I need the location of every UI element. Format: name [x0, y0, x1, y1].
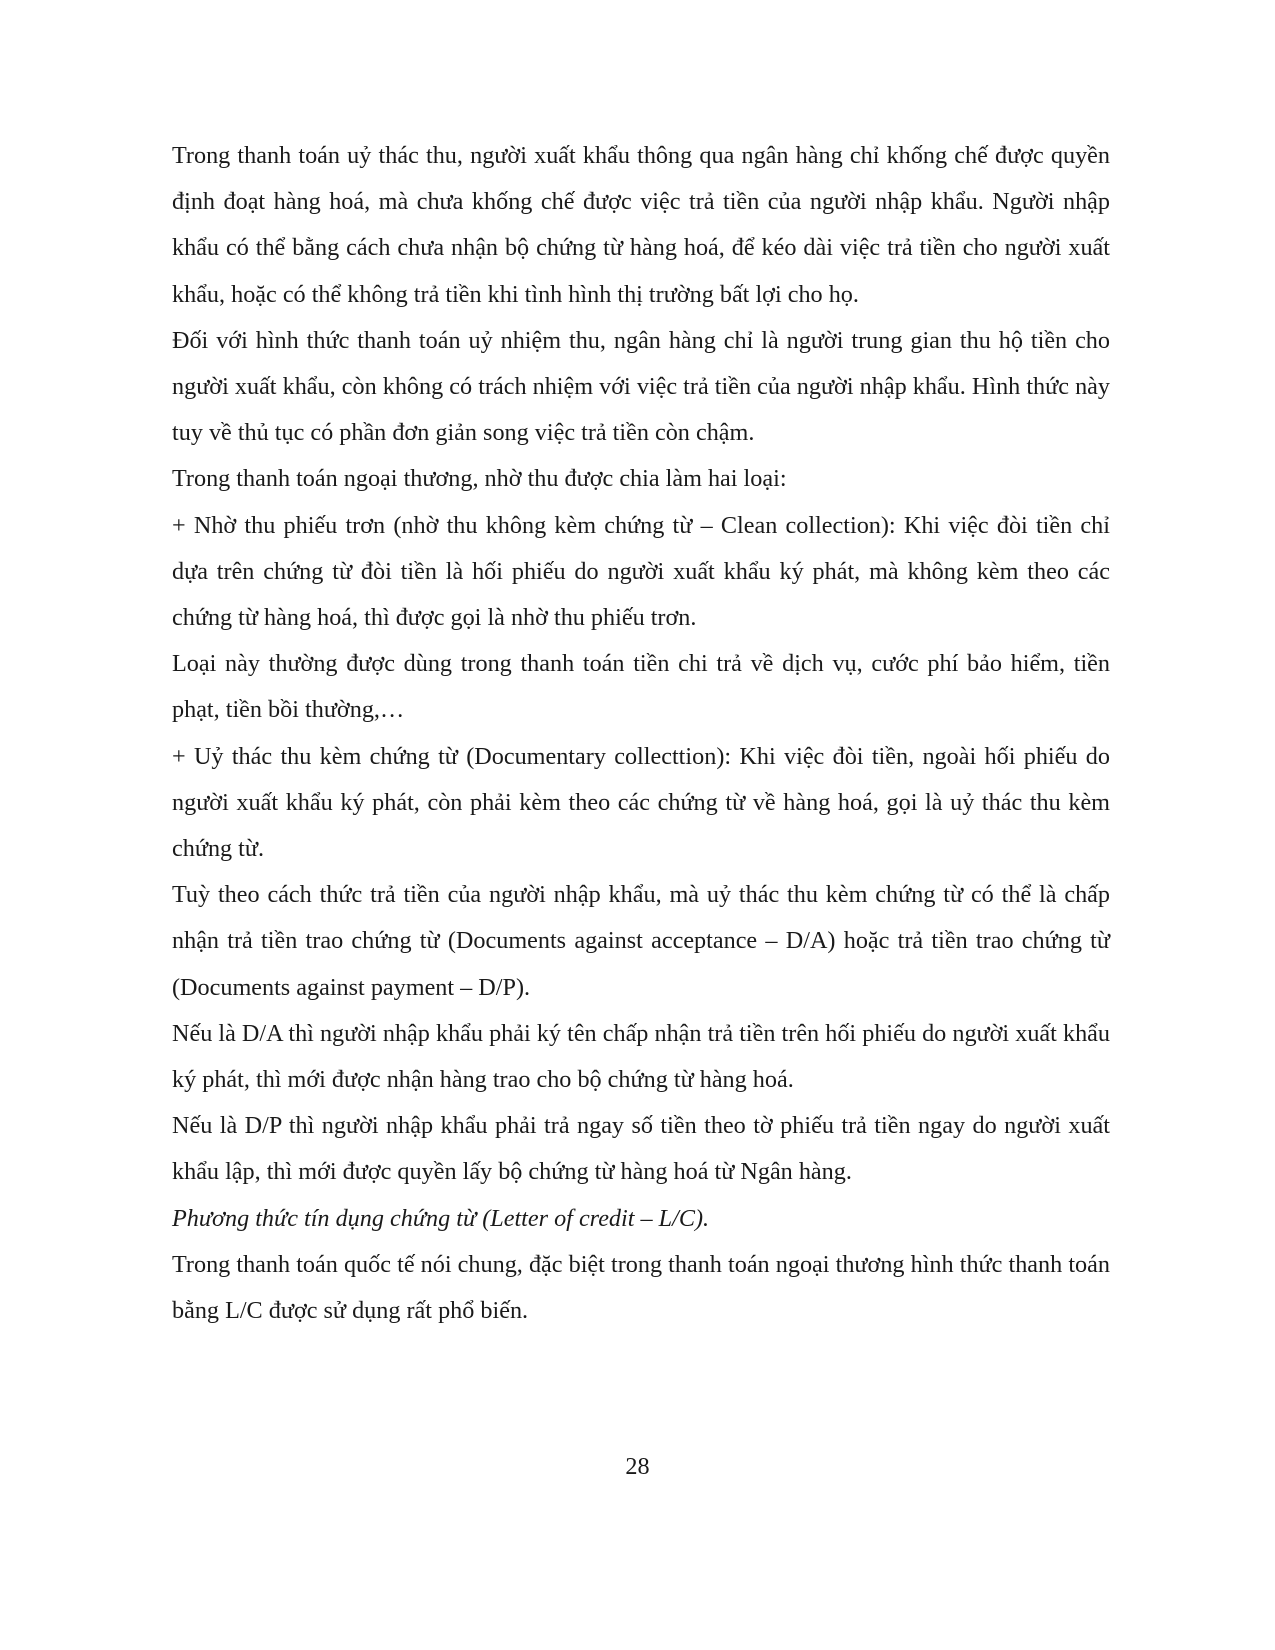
paragraph-da: Nếu là D/A thì người nhập khẩu phải ký tên chấp nhận trả tiền trên hối phiếu do người xuất khẩu ký phát, thì mới được nhận hàng trao cho bộ chứng từ hàng hoá.: [172, 1019, 1110, 1094]
paragraph-collection-order: Đối với hình thức thanh toán uỷ nhiệm thu, ngân hàng chỉ là người trung gian thu hộ tiền cho người xuất khẩu, còn không có trách nhiệm với việc trả tiền của người nhập khẩu. Hình thức này tuy về thủ tục có phần đơn giản song việc trả tiền còn chậm.: [172, 326, 1110, 447]
paragraph-da-dp: Tuỳ theo cách thức trả tiền của người nhập khẩu, mà uỷ thác thu kèm chứng từ có thể là chấp nhận trả tiền trao chứng từ (Documents against acceptance – D/A) hoặc trả tiền trao chứng từ (Documents against payment – D/P).: [172, 881, 1110, 1001]
paragraph-trust-collection: Trong thanh toán uỷ thác thu, người xuất khẩu thông qua ngân hàng chỉ khống chế được quyền định đoạt hàng hoá, mà chưa khống chế được việc trả tiền của người nhập khẩu. Người nhập khẩu có thể bằng cách chưa nhận bộ chứng từ hàng hoá, để kéo dài việc trả tiền cho người xuất khẩu, hoặc có thể không trả tiền khi tình hình thị trường bất lợi cho họ.: [172, 142, 1110, 308]
paragraph-documentary-collection: + Uỷ thác thu kèm chứng từ (Documentary collecttion): Khi việc đòi tiền, ngoài hối phiếu do người xuất khẩu ký phát, còn phải kèm theo các chứng từ về hàng hoá, gọi là uỷ thác thu kèm chứng từ.: [172, 742, 1110, 863]
paragraph-collection-types: Trong thanh toán ngoại thương, nhờ thu được chia làm hai loại:: [172, 465, 787, 493]
page-body: [172, 133, 1110, 1334]
paragraph-dp: Nếu là D/P thì người nhập khẩu phải trả ngay số tiền theo tờ phiếu trả tiền ngay do người xuất khẩu lập, thì mới được quyền lấy bộ chứng từ hàng hoá từ Ngân hàng.: [172, 1112, 1110, 1186]
page-number: 28: [625, 1453, 650, 1480]
section-heading-letter-of-credit: Phương thức tín dụng chứng từ (Letter of credit – L/C).: [172, 1204, 710, 1232]
paragraph-letter-of-credit: Trong thanh toán quốc tế nói chung, đặc biệt trong thanh toán ngoại thương hình thức thanh toán bằng L/C được sử dụng rất phổ biến.: [172, 1250, 1110, 1325]
paragraph-clean-collection-usage: Loại này thường được dùng trong thanh toán tiền chi trả về dịch vụ, cước phí bảo hiểm, tiền phạt, tiền bồi thường,…: [172, 650, 1110, 724]
paragraph-clean-collection: + Nhờ thu phiếu trơn (nhờ thu không kèm chứng từ – Clean collection): Khi việc đòi tiền chỉ dựa trên chứng từ đòi tiền là hối phiếu do người xuất khẩu ký phát, mà không kèm theo các chứng từ hàng hoá, thì được gọi là nhờ thu phiếu trơn.: [172, 511, 1110, 632]
